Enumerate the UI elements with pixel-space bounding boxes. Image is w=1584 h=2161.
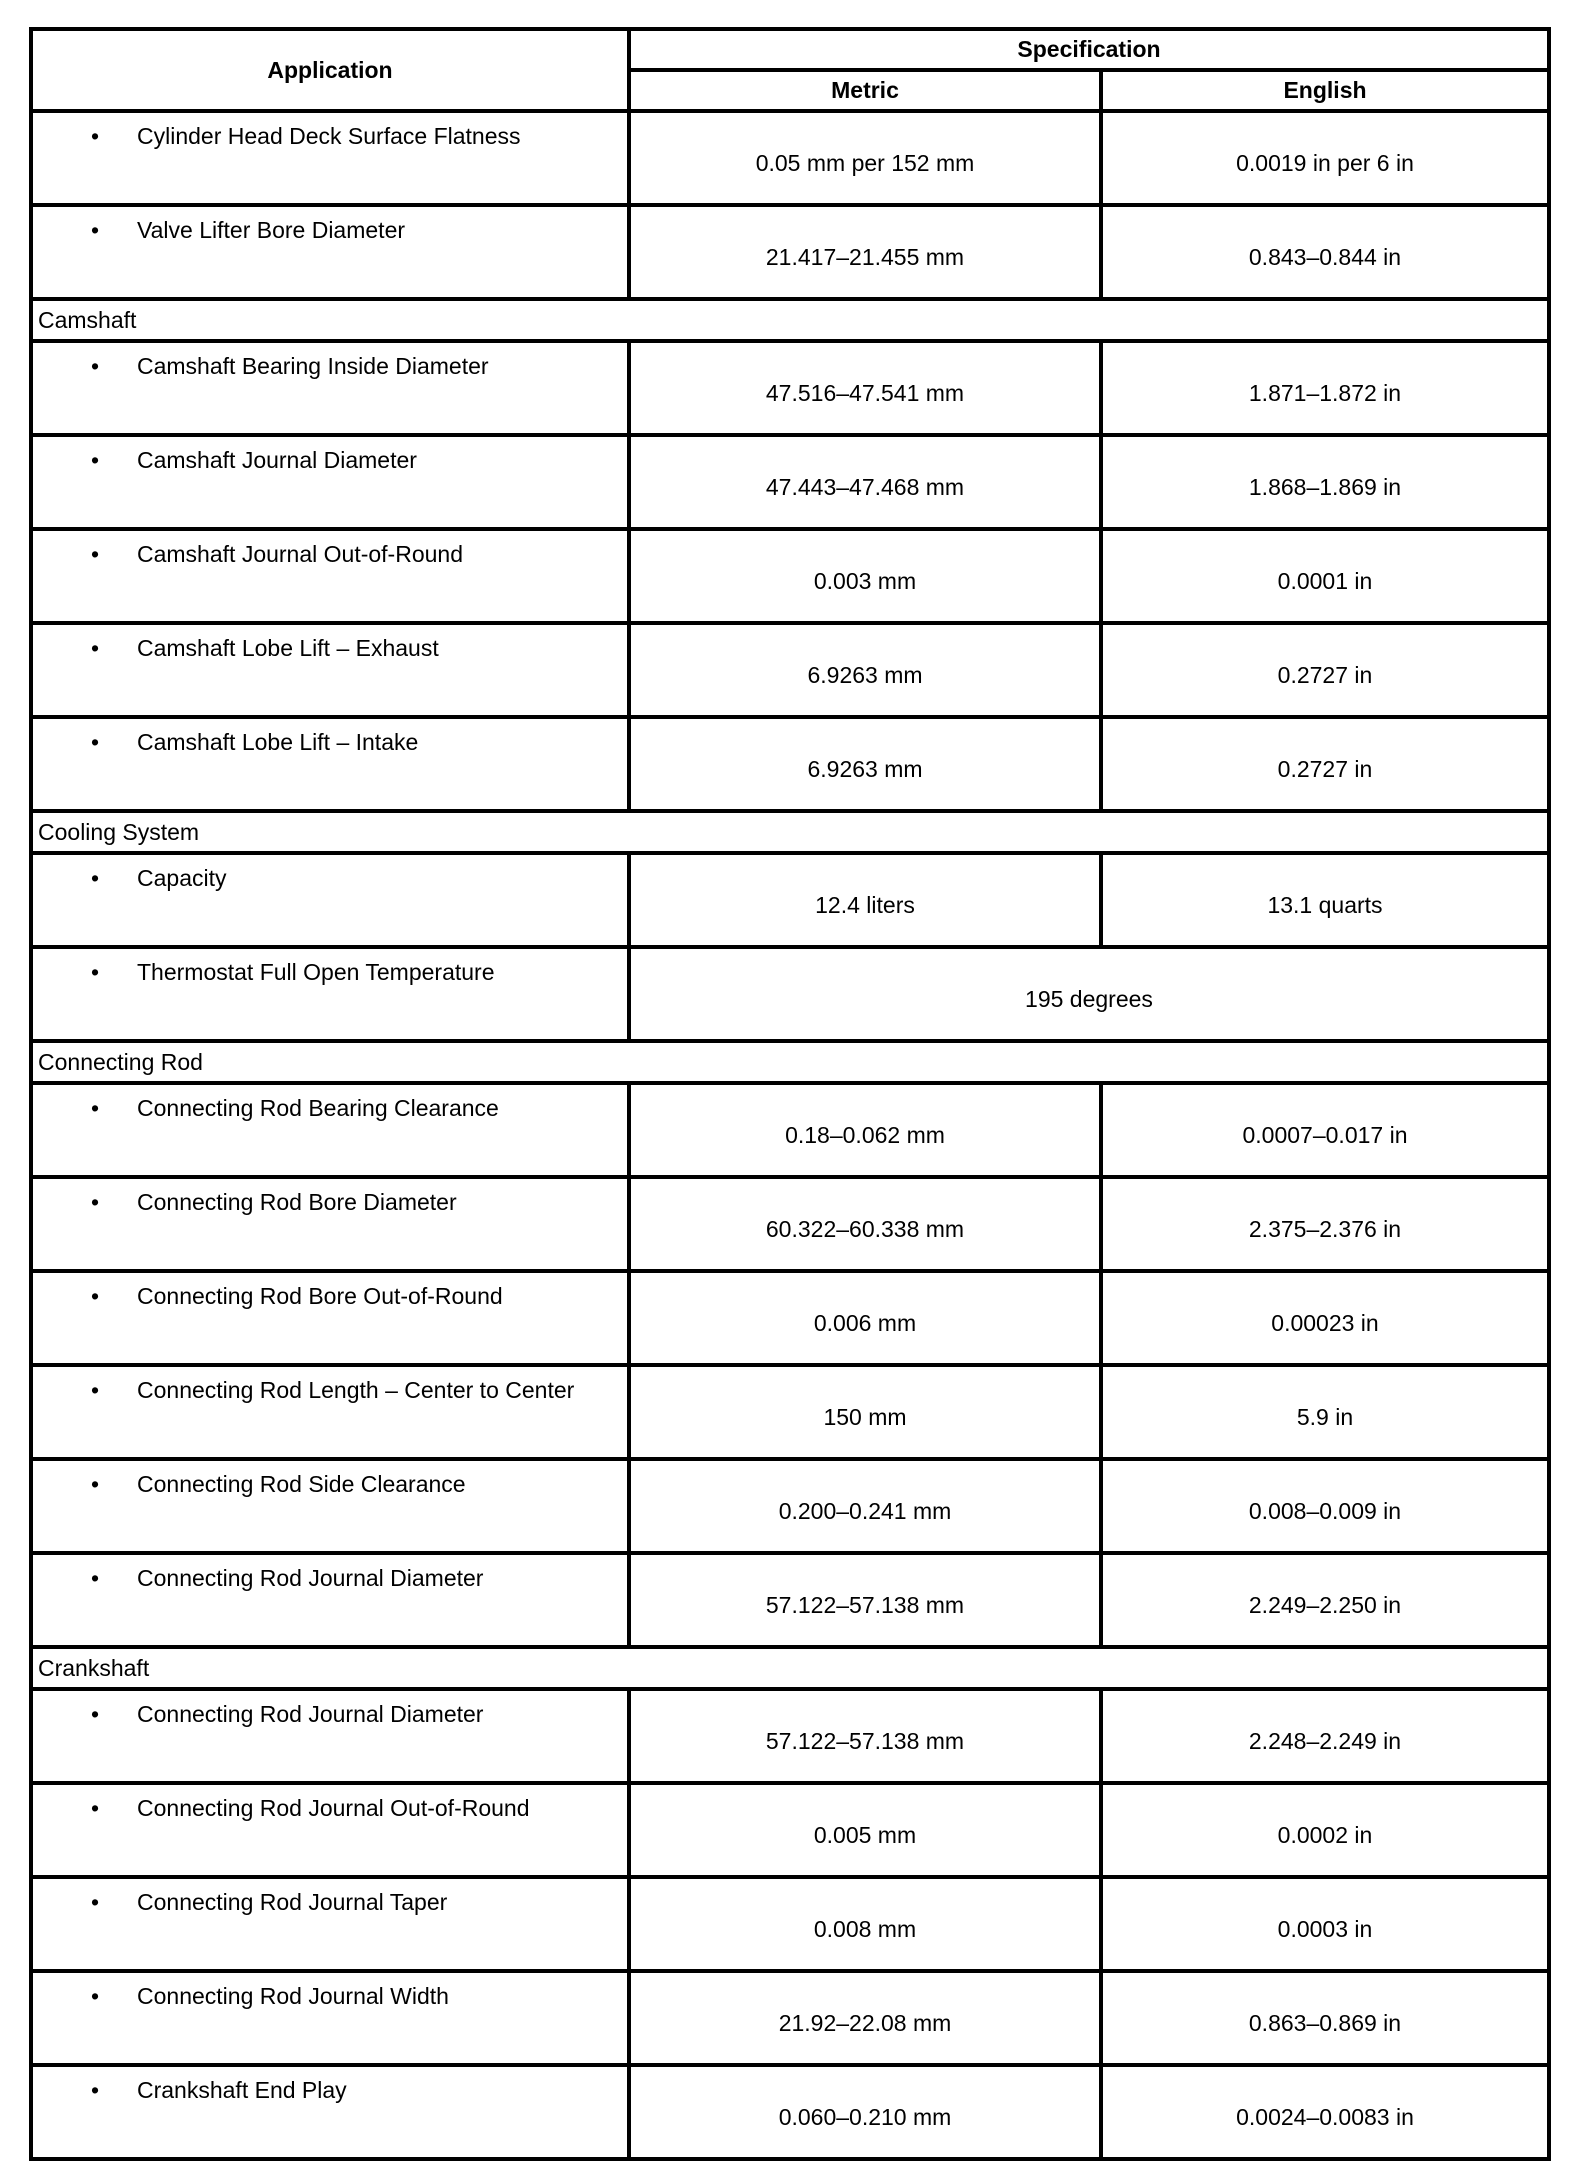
bullet-icon: • bbox=[91, 353, 100, 379]
english-value: 0.0019 in per 6 in bbox=[1101, 111, 1549, 205]
english-value: 0.008–0.009 in bbox=[1101, 1459, 1549, 1553]
metric-value: 0.18–0.062 mm bbox=[629, 1083, 1101, 1177]
bullet-icon: • bbox=[91, 1095, 100, 1121]
application-cell bbox=[31, 853, 629, 947]
table-row bbox=[31, 1971, 1549, 2065]
english-value: 13.1 quarts bbox=[1101, 853, 1549, 947]
application-label: Connecting Rod Journal Taper bbox=[137, 1889, 448, 1915]
english-value: 2.375–2.376 in bbox=[1101, 1177, 1549, 1271]
metric-value: 60.322–60.338 mm bbox=[629, 1177, 1101, 1271]
bullet-icon: • bbox=[91, 541, 100, 567]
section-title: Connecting Rod bbox=[31, 1041, 1549, 1083]
application-label: Camshaft Journal Out-of-Round bbox=[137, 541, 463, 567]
english-value: 2.249–2.250 in bbox=[1101, 1553, 1549, 1647]
english-value: 0.0001 in bbox=[1101, 529, 1549, 623]
bullet-icon: • bbox=[91, 729, 100, 755]
application-cell bbox=[31, 435, 629, 529]
bullet-icon: • bbox=[91, 1377, 100, 1403]
section-row bbox=[31, 1041, 1549, 1083]
english-value: 2.248–2.249 in bbox=[1101, 1689, 1549, 1783]
application-label: Connecting Rod Length – Center to Center bbox=[137, 1377, 575, 1403]
table-row bbox=[31, 1365, 1549, 1459]
header-row bbox=[31, 29, 1549, 70]
application-label: Connecting Rod Journal Diameter bbox=[137, 1565, 484, 1591]
english-value: 0.0003 in bbox=[1101, 1877, 1549, 1971]
english-value: 1.868–1.869 in bbox=[1101, 435, 1549, 529]
bullet-icon: • bbox=[91, 1565, 100, 1591]
metric-value: 47.443–47.468 mm bbox=[629, 435, 1101, 529]
application-label: Crankshaft End Play bbox=[137, 2077, 347, 2103]
table-row bbox=[31, 623, 1549, 717]
section-title: Camshaft bbox=[31, 299, 1549, 341]
table-row bbox=[31, 1177, 1549, 1271]
application-cell bbox=[31, 1365, 629, 1459]
application-label: Connecting Rod Bearing Clearance bbox=[137, 1095, 499, 1121]
application-label: Connecting Rod Bore Out-of-Round bbox=[137, 1283, 503, 1309]
table-row bbox=[31, 341, 1549, 435]
table-row bbox=[31, 717, 1549, 811]
metric-value: 12.4 liters bbox=[629, 853, 1101, 947]
application-label: Camshaft Lobe Lift – Intake bbox=[137, 729, 419, 755]
metric-value: 0.05 mm per 152 mm bbox=[629, 111, 1101, 205]
bullet-icon: • bbox=[91, 865, 100, 891]
application-cell bbox=[31, 2065, 629, 2159]
table-row bbox=[31, 529, 1549, 623]
bullet-icon: • bbox=[91, 1283, 100, 1309]
application-cell bbox=[31, 717, 629, 811]
metric-value: 47.516–47.541 mm bbox=[629, 341, 1101, 435]
bullet-icon: • bbox=[91, 1189, 100, 1215]
bullet-icon: • bbox=[91, 217, 100, 243]
metric-value: 21.417–21.455 mm bbox=[629, 205, 1101, 299]
metric-value: 0.005 mm bbox=[629, 1783, 1101, 1877]
application-header: Application bbox=[31, 29, 629, 111]
bullet-icon: • bbox=[91, 1701, 100, 1727]
application-label: Cylinder Head Deck Surface Flatness bbox=[137, 123, 521, 149]
metric-value: 0.008 mm bbox=[629, 1877, 1101, 1971]
metric-value: 0.003 mm bbox=[629, 529, 1101, 623]
application-cell bbox=[31, 111, 629, 205]
application-label: Camshaft Journal Diameter bbox=[137, 447, 417, 473]
application-label: Connecting Rod Journal Out-of-Round bbox=[137, 1795, 530, 1821]
table-row bbox=[31, 1689, 1549, 1783]
metric-value: 0.060–0.210 mm bbox=[629, 2065, 1101, 2159]
english-value: 0.0007–0.017 in bbox=[1101, 1083, 1549, 1177]
table-row bbox=[31, 1459, 1549, 1553]
application-cell bbox=[31, 1783, 629, 1877]
application-label: Connecting Rod Side Clearance bbox=[137, 1471, 466, 1497]
bullet-icon: • bbox=[91, 1795, 100, 1821]
application-label: Connecting Rod Journal Diameter bbox=[137, 1701, 484, 1727]
english-value: 5.9 in bbox=[1101, 1365, 1549, 1459]
application-cell bbox=[31, 1877, 629, 1971]
metric-value: 6.9263 mm bbox=[629, 717, 1101, 811]
english-value: 0.2727 in bbox=[1101, 623, 1549, 717]
bullet-icon: • bbox=[91, 123, 100, 149]
specifications-table bbox=[29, 27, 1551, 2161]
metric-value: 0.200–0.241 mm bbox=[629, 1459, 1101, 1553]
table-body bbox=[31, 111, 1549, 2159]
english-value: 0.863–0.869 in bbox=[1101, 1971, 1549, 2065]
table-row bbox=[31, 853, 1549, 947]
bullet-icon: • bbox=[91, 1471, 100, 1497]
metric-value: 57.122–57.138 mm bbox=[629, 1689, 1101, 1783]
metric-value: 6.9263 mm bbox=[629, 623, 1101, 717]
application-cell bbox=[31, 1271, 629, 1365]
application-cell bbox=[31, 1177, 629, 1271]
bullet-icon: • bbox=[91, 2077, 100, 2103]
metric-header: Metric bbox=[629, 70, 1101, 111]
application-label: Valve Lifter Bore Diameter bbox=[137, 217, 406, 243]
bullet-icon: • bbox=[91, 635, 100, 661]
metric-value: 0.006 mm bbox=[629, 1271, 1101, 1365]
application-cell bbox=[31, 1971, 629, 2065]
section-row bbox=[31, 811, 1549, 853]
english-header: English bbox=[1101, 70, 1549, 111]
section-title: Cooling System bbox=[31, 811, 1549, 853]
application-cell bbox=[31, 947, 629, 1041]
application-label: Connecting Rod Journal Width bbox=[137, 1983, 449, 2009]
application-cell bbox=[31, 1083, 629, 1177]
section-row bbox=[31, 299, 1549, 341]
table-row bbox=[31, 1877, 1549, 1971]
bullet-icon: • bbox=[91, 447, 100, 473]
metric-value: 57.122–57.138 mm bbox=[629, 1553, 1101, 1647]
english-value: 0.2727 in bbox=[1101, 717, 1549, 811]
application-label: Camshaft Lobe Lift – Exhaust bbox=[137, 635, 439, 661]
section-row bbox=[31, 1647, 1549, 1689]
combined-value: 195 degrees bbox=[629, 947, 1549, 1041]
application-cell bbox=[31, 341, 629, 435]
english-value: 0.00023 in bbox=[1101, 1271, 1549, 1365]
specification-header: Specification bbox=[629, 29, 1549, 70]
metric-value: 21.92–22.08 mm bbox=[629, 1971, 1101, 2065]
application-label: Capacity bbox=[137, 865, 227, 891]
bullet-icon: • bbox=[91, 1889, 100, 1915]
application-label: Camshaft Bearing Inside Diameter bbox=[137, 353, 489, 379]
application-cell bbox=[31, 1689, 629, 1783]
application-cell bbox=[31, 1459, 629, 1553]
application-cell bbox=[31, 623, 629, 717]
english-value: 0.0002 in bbox=[1101, 1783, 1549, 1877]
english-value: 0.0024–0.0083 in bbox=[1101, 2065, 1549, 2159]
table-row bbox=[31, 2065, 1549, 2159]
table-row bbox=[31, 1271, 1549, 1365]
table-row bbox=[31, 1783, 1549, 1877]
table-row bbox=[31, 947, 1549, 1041]
application-cell bbox=[31, 1553, 629, 1647]
section-title: Crankshaft bbox=[31, 1647, 1549, 1689]
table-row bbox=[31, 1083, 1549, 1177]
application-label: Connecting Rod Bore Diameter bbox=[137, 1189, 457, 1215]
table-row bbox=[31, 435, 1549, 529]
english-value: 0.843–0.844 in bbox=[1101, 205, 1549, 299]
table-row bbox=[31, 111, 1549, 205]
metric-value: 150 mm bbox=[629, 1365, 1101, 1459]
bullet-icon: • bbox=[91, 959, 100, 985]
application-cell bbox=[31, 529, 629, 623]
bullet-icon: • bbox=[91, 1983, 100, 2009]
application-cell bbox=[31, 205, 629, 299]
application-label: Thermostat Full Open Temperature bbox=[137, 959, 495, 985]
table-row bbox=[31, 205, 1549, 299]
english-value: 1.871–1.872 in bbox=[1101, 341, 1549, 435]
table-row bbox=[31, 1553, 1549, 1647]
